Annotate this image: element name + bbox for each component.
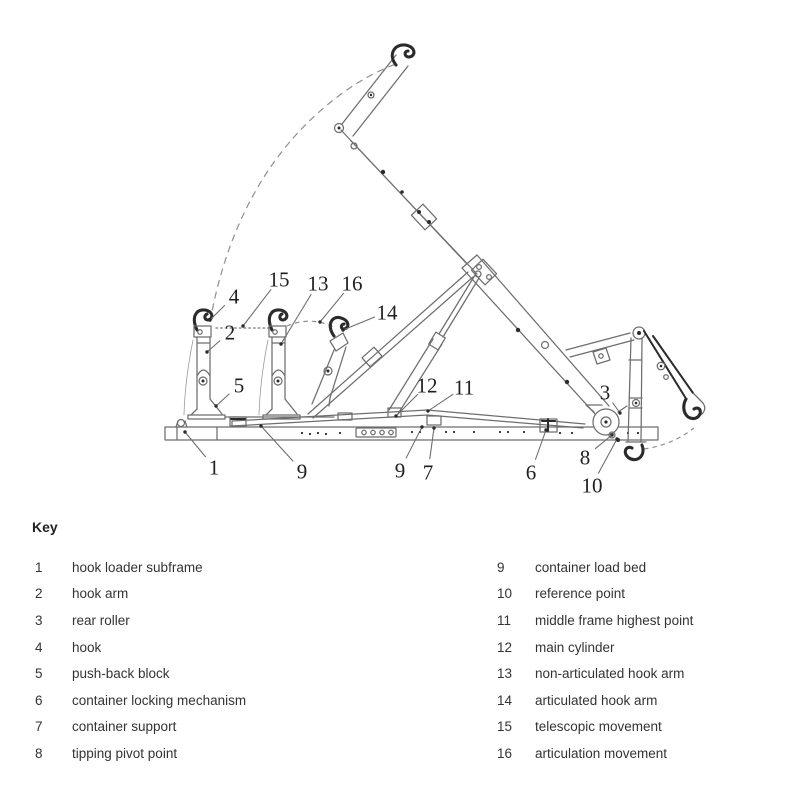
callout-target-dot-14 xyxy=(341,328,344,331)
key-item-number: 15 xyxy=(497,719,513,735)
key-item-label: container locking mechanism xyxy=(72,692,247,708)
articulation-arc-rear xyxy=(644,428,694,449)
key-row xyxy=(497,607,693,634)
front-arm-position-2 xyxy=(259,310,300,419)
key-item-label: main cylinder xyxy=(535,639,615,655)
key-row xyxy=(35,554,246,581)
front-arm-position-1 xyxy=(184,310,225,419)
callout-leader-8 xyxy=(595,435,612,449)
callout-label-16: 16 xyxy=(341,271,363,296)
key-row xyxy=(497,581,693,608)
callout-label-1: 1 xyxy=(208,455,220,480)
callout-label-2: 2 xyxy=(224,320,236,345)
callout-label-14: 14 xyxy=(376,300,398,325)
key-row xyxy=(497,687,693,714)
callout-label-15: 15 xyxy=(268,267,290,292)
key-item-number: 14 xyxy=(497,692,513,708)
callout-target-dot-15 xyxy=(241,324,244,327)
callout-label-12: 12 xyxy=(416,373,438,398)
key-row xyxy=(35,607,246,634)
key-item-label: hook xyxy=(72,639,102,655)
key-item-number: 9 xyxy=(497,559,505,575)
callout-label-13: 13 xyxy=(307,271,329,296)
callout-label-7: 7 xyxy=(422,460,434,485)
callout-leader-1 xyxy=(185,432,206,457)
rail-rivets xyxy=(301,431,639,435)
callout-leader-6 xyxy=(535,430,546,460)
callout-target-dot-16 xyxy=(318,320,321,323)
callout-leader-9 xyxy=(261,426,293,461)
key-item-number: 4 xyxy=(35,639,43,655)
callout-leader-5 xyxy=(216,394,229,406)
key-row xyxy=(35,581,246,608)
key-row xyxy=(497,714,693,741)
key-row xyxy=(497,634,693,661)
callout-leader-2 xyxy=(207,341,220,352)
key-item-number: 2 xyxy=(35,586,43,602)
callout-target-dot-12 xyxy=(394,414,397,417)
key-item-number: 3 xyxy=(35,612,43,628)
key-row xyxy=(35,660,246,687)
key-row xyxy=(35,714,246,741)
hook-motion-arc xyxy=(210,64,396,322)
callout-leader-7 xyxy=(430,428,434,459)
callout-target-dot-2 xyxy=(205,350,208,353)
key-item-number: 1 xyxy=(35,559,43,575)
key-item-label: rear roller xyxy=(72,612,130,628)
key-title: Key xyxy=(32,519,58,535)
key-item-label: non-articulated hook arm xyxy=(535,666,685,682)
key-row xyxy=(497,660,693,687)
rear-roller xyxy=(586,405,627,442)
key-item-label: articulated hook arm xyxy=(535,692,658,708)
subframe xyxy=(165,420,658,441)
key-row xyxy=(35,634,246,661)
callout-label-5: 5 xyxy=(233,373,245,398)
callout-leader-9 xyxy=(406,427,422,458)
callout-target-dot-8 xyxy=(610,433,613,436)
motion-guides xyxy=(210,64,694,449)
callout-label-9: 9 xyxy=(296,459,308,484)
container-support-block xyxy=(427,416,441,425)
callout-label-4: 4 xyxy=(228,284,240,309)
callout-leader-12 xyxy=(396,394,418,416)
key-item-number: 16 xyxy=(497,745,513,761)
key-row xyxy=(35,687,246,714)
callout-target-dot-13 xyxy=(279,342,282,345)
key-item-label: container support xyxy=(72,719,177,735)
key-column-left xyxy=(35,554,246,767)
callout-target-dot-10 xyxy=(615,437,618,440)
callout-label-9: 9 xyxy=(394,458,406,483)
callout-target-dot-3 xyxy=(618,411,621,414)
key-item-number: 8 xyxy=(35,745,43,761)
container-load-bed xyxy=(232,408,585,432)
key-item-label: push-back block xyxy=(72,666,170,682)
callout-label-10: 10 xyxy=(581,473,603,498)
callout-target-dot-9 xyxy=(420,425,423,428)
key-item-label: middle frame highest point xyxy=(535,612,694,628)
rear-link xyxy=(566,333,634,364)
key-item-label: tipping pivot point xyxy=(72,745,178,761)
callout-target-dot-5 xyxy=(214,404,217,407)
raised-hook-arm xyxy=(335,45,610,415)
key-item-number: 11 xyxy=(497,612,512,628)
callout-target-dot-1 xyxy=(183,430,186,433)
key-section xyxy=(0,512,800,786)
callout-target-dot-9 xyxy=(259,424,262,427)
key-item-label: container load bed xyxy=(535,559,647,575)
callout-layer xyxy=(183,268,621,498)
key-item-label: hook loader subframe xyxy=(72,559,203,575)
key-item-label: telescopic movement xyxy=(535,719,662,735)
key-item-number: 10 xyxy=(497,586,513,602)
callout-label-8: 8 xyxy=(579,445,591,470)
callout-target-dot-4 xyxy=(208,318,211,321)
callout-label-3: 3 xyxy=(599,380,611,405)
key-column-right xyxy=(497,554,693,767)
callout-leader-15 xyxy=(243,289,271,326)
callout-target-dot-6 xyxy=(544,428,547,431)
key-item-number: 13 xyxy=(497,666,513,682)
key-row xyxy=(497,740,693,767)
callout-label-6: 6 xyxy=(525,460,537,485)
key-item-number: 12 xyxy=(497,639,513,655)
key-item-label: reference point xyxy=(535,586,626,602)
key-item-label: articulation movement xyxy=(535,745,668,761)
key-row xyxy=(497,554,693,581)
callout-target-dot-11 xyxy=(426,409,429,412)
key-item-label: hook arm xyxy=(72,586,129,602)
key-item-number: 7 xyxy=(35,719,43,735)
key-item-number: 5 xyxy=(35,666,43,682)
key-row xyxy=(35,740,246,767)
callout-label-11: 11 xyxy=(453,375,475,400)
key-item-number: 6 xyxy=(35,692,43,708)
callout-target-dot-7 xyxy=(432,426,435,429)
